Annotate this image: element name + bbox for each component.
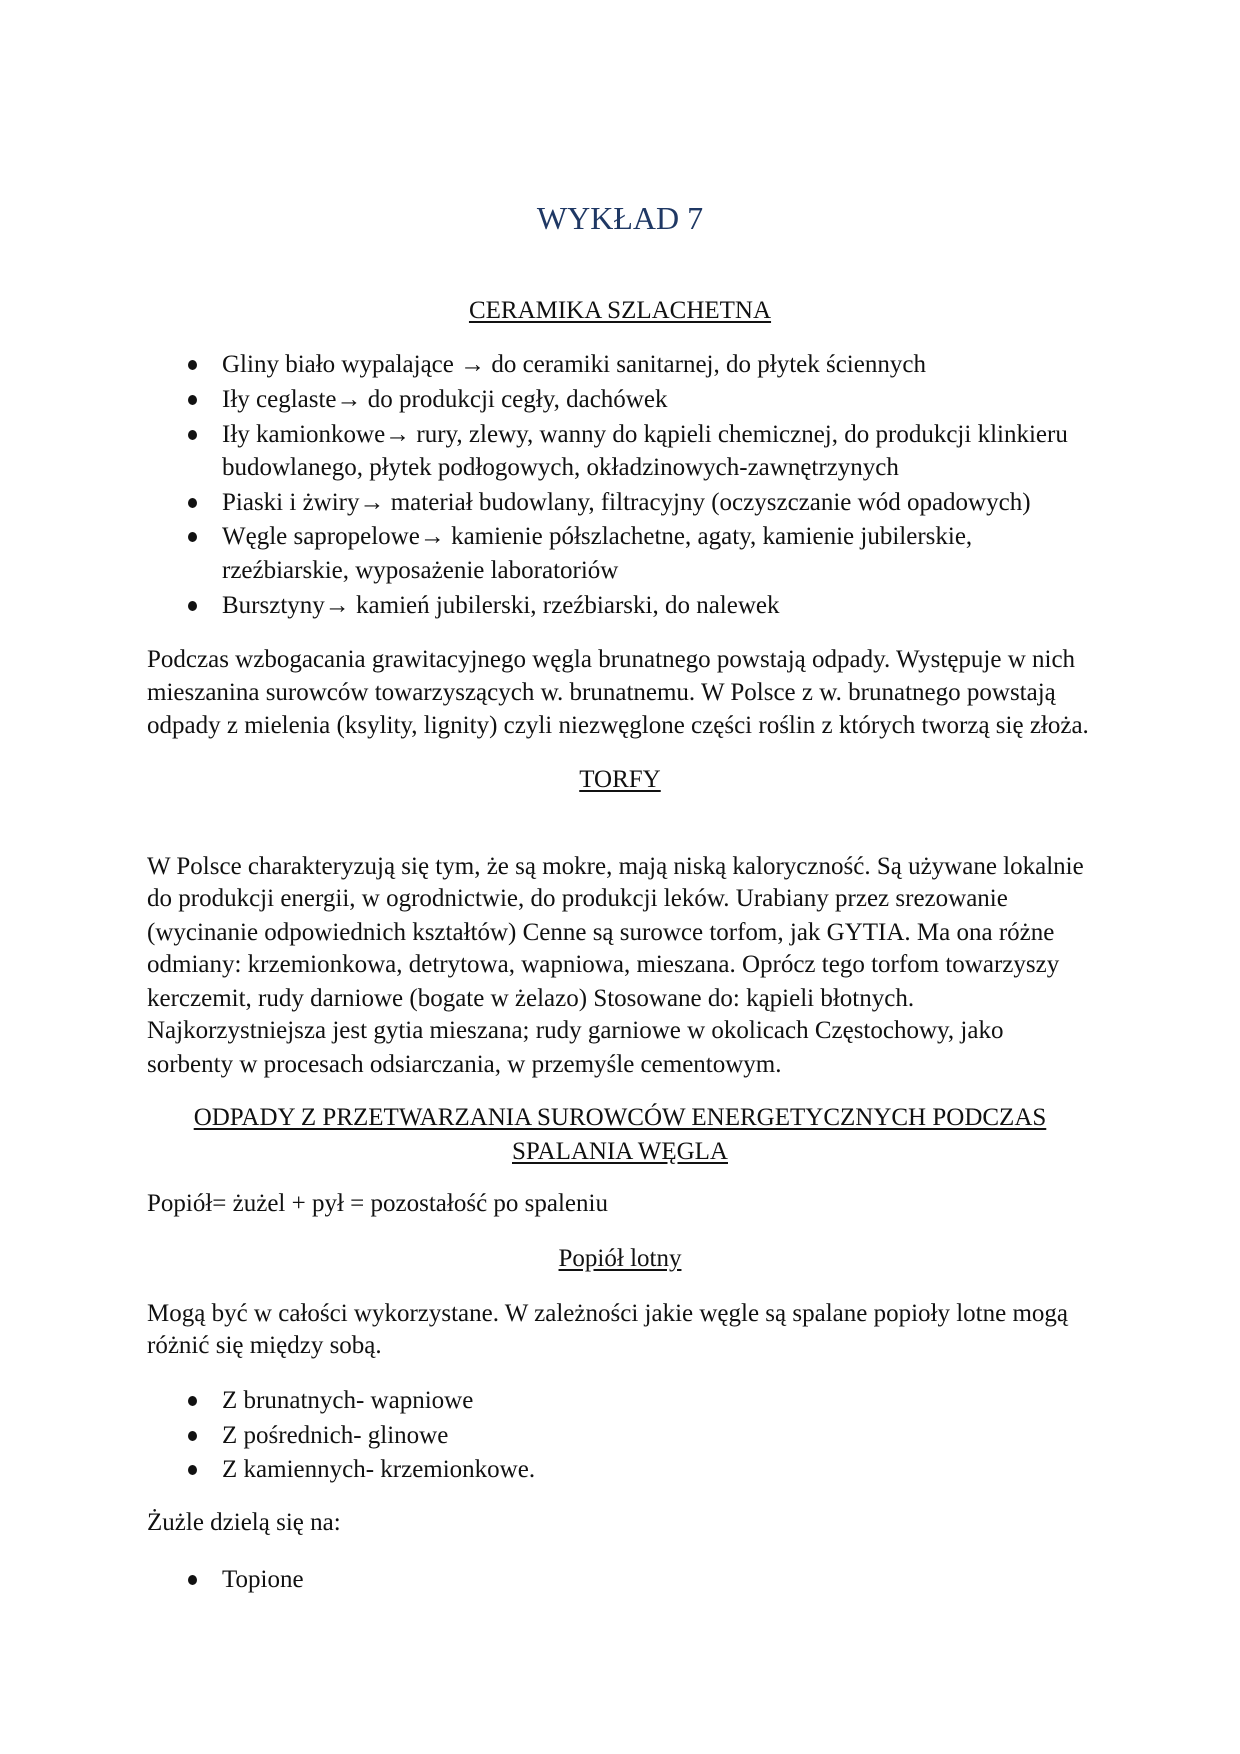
bullet-icon — [188, 532, 197, 542]
list-item-line: Z kamiennych- krzemionkowe. — [222, 1456, 536, 1483]
list-item-line: rzeźbiarskie, wyposażenie laboratoriów — [222, 557, 619, 584]
list-item-line: budowlanego, płytek podłogowych, okładzinowych-zawnętrzynych — [222, 454, 899, 481]
bullet-icon — [188, 1396, 197, 1406]
bullet-icon — [188, 601, 197, 611]
paragraph-line: sorbenty w procesach odsiarczania, w przemyśle cementowym. — [147, 1051, 782, 1078]
section-heading: CERAMIKA SZLACHETNA — [468, 297, 772, 324]
bullet-icon — [188, 498, 197, 508]
list-item-line: Z brunatnych- wapniowe — [222, 1387, 474, 1414]
list-item-line: Piaski i żwiry→ materiał budowlany, filtracyjny (oczyszczanie wód opadowych) — [222, 489, 1031, 516]
list-item-line: Bursztyny→ kamień jubilerski, rzeźbiarski, do nalewek — [222, 592, 780, 619]
list-item-line: Z pośrednich- glinowe — [222, 1422, 449, 1449]
section-heading: TORFY — [579, 766, 661, 793]
bullet-icon — [188, 1465, 197, 1475]
list-item-line: Topione — [222, 1566, 304, 1593]
subsection-heading: Popiół lotny — [558, 1245, 682, 1272]
bullet-icon — [188, 395, 197, 405]
paragraph-line: odmiany: krzemionkowa, detrytowa, wapniowa, mieszana. Oprócz tego torfom towarzyszy — [147, 951, 1060, 978]
paragraph-line: odpady z mielenia (ksylity, lignity) czyli niezwęglone części roślin z których tworzą się złoża. — [147, 712, 1089, 739]
list-item-line: Gliny biało wypalające → do ceramiki sanitarnej, do płytek ściennych — [222, 351, 926, 378]
paragraph-line: Podczas wzbogacania grawitacyjnego węgla brunatnego powstają odpady. Występuje w nich — [147, 646, 1076, 673]
bullet-icon — [188, 1575, 197, 1585]
paragraph-line: mieszanina surowców towarzyszących w. brunatnemu. W Polsce z w. brunatnego powstają — [147, 679, 1056, 706]
bullet-icon — [188, 1431, 197, 1441]
paragraph-line: W Polsce charakteryzują się tym, że są mokre, mają niską kaloryczność. Są używane lokalnie — [147, 853, 1084, 880]
paragraph-line: Najkorzystniejsza jest gytia mieszana; rudy garniowe w okolicach Częstochowy, jako — [147, 1017, 1004, 1044]
list-item-line: Iły ceglaste→ do produkcji cegły, dachówek — [222, 386, 668, 413]
paragraph-line: Popiół= żużel + pył = pozostałość po spaleniu — [147, 1190, 608, 1217]
paragraph-line: do produkcji energii, w ogrodnictwie, do produkcji leków. Urabiany przez srezowanie — [147, 885, 1008, 912]
paragraph-line: kerczemit, rudy darniowe (bogate w żelazo) Stosowane do: kąpieli błotnych. — [147, 985, 915, 1012]
paragraph-line: Żużle dzielą się na: — [147, 1509, 341, 1536]
bullet-icon — [188, 360, 197, 370]
paragraph-line: różnić się między sobą. — [147, 1332, 382, 1359]
list-item-line: Węgle sapropelowe→ kamienie półszlachetne, agaty, kamienie jubilerskie, — [222, 523, 973, 550]
document-title: WYKŁAD 7 — [536, 200, 704, 236]
bullet-icon — [188, 430, 197, 440]
section-heading: ODPADY Z PRZETWARZANIA SUROWCÓW ENERGETYCZNYCH PODCZAS — [193, 1104, 1047, 1131]
paragraph-line: (wycinanie odpowiednich kształtów) Cenne są surowce torfom, jak GYTIA. Ma ona różne — [147, 919, 1055, 946]
section-heading: SPALANIA WĘGLA — [512, 1138, 728, 1165]
list-item-line: Iły kamionkowe→ rury, zlewy, wanny do kąpieli chemicznej, do produkcji klinkieru — [222, 421, 1068, 448]
paragraph-line: Mogą być w całości wykorzystane. W zależności jakie węgle są spalane popioły lotne mogą — [147, 1300, 1069, 1327]
